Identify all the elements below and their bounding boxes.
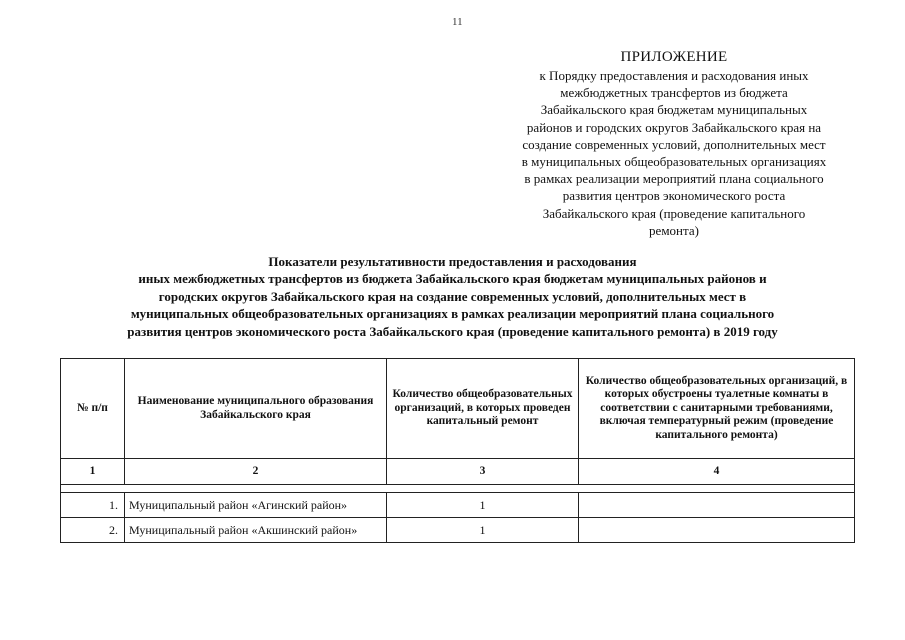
appendix-line: в рамках реализации мероприятий плана социального xyxy=(524,171,824,187)
header-toilets-count: Количество общеобразовательных организаций, в которых обустроены туалетные комнаты в соответствии с санитарными требованиями, включая температурный режим (проведение капитального ремонта) xyxy=(579,359,855,459)
header-municipality: Наименование муниципального образования Забайкальского края xyxy=(125,359,387,459)
spacer-cell xyxy=(61,485,855,493)
document-title-line: иных межбюджетных трансфертов из бюджета Забайкальского края бюджетам муниципальных районов и xyxy=(138,271,767,287)
column-number-row xyxy=(61,459,855,485)
appendix-title: ПРИЛОЖЕНИЕ xyxy=(620,49,728,65)
appendix-line: развития центров экономического роста xyxy=(562,188,786,204)
row-toilets-count xyxy=(579,518,855,543)
document-title-line: развития центров экономического роста Забайкальского края (проведение капитального ремонта) в 2019 году xyxy=(127,323,778,339)
row-municipality: Муниципальный район «Акшинский район» xyxy=(125,518,387,543)
document-title-line: муниципальных общеобразовательных организациях в рамках реализации мероприятий плана социального xyxy=(130,306,775,322)
appendix-line: в муниципальных общеобразовательных организациях xyxy=(521,154,827,170)
indicators-table xyxy=(60,358,855,543)
row-index: 2. xyxy=(61,518,125,543)
header-repaired-count: Количество общеобразовательных организаций, в которых проведен капитальный ремонт xyxy=(387,359,579,459)
appendix-line: районов и городских округов Забайкальского края на xyxy=(526,119,822,135)
appendix-line: Забайкальского края бюджетам муниципальных xyxy=(540,102,808,118)
table-header-row xyxy=(61,359,855,459)
document-title-line: Показатели результативности предоставления и расходования xyxy=(268,254,637,269)
row-index: 1. xyxy=(61,493,125,518)
appendix-line: Забайкальского края (проведение капитального xyxy=(542,205,806,221)
document-title xyxy=(50,253,855,340)
appendix-line: создание современных условий, дополнительных мест xyxy=(522,136,826,152)
row-toilets-count xyxy=(579,493,855,518)
row-repaired-count: 1 xyxy=(387,518,579,543)
appendix-line: межбюджетных трансфертов из бюджета xyxy=(560,85,788,101)
column-number: 1 xyxy=(61,459,125,485)
header-index: № п/п xyxy=(61,359,125,459)
column-number: 2 xyxy=(125,459,387,485)
column-number: 4 xyxy=(579,459,855,485)
column-number: 3 xyxy=(387,459,579,485)
spacer-row xyxy=(61,485,855,493)
row-repaired-count: 1 xyxy=(387,493,579,518)
table-row xyxy=(61,518,855,543)
table-row xyxy=(61,493,855,518)
appendix-line: ремонта) xyxy=(649,222,699,238)
page-number: 11 xyxy=(452,16,463,28)
appendix-block xyxy=(478,48,870,239)
row-municipality: Муниципальный район «Агинский район» xyxy=(125,493,387,518)
appendix-line: к Порядку предоставления и расходования иных xyxy=(539,68,809,83)
document-title-line: городских округов Забайкальского края на создание современных условий, дополнительных мест в xyxy=(158,288,747,304)
